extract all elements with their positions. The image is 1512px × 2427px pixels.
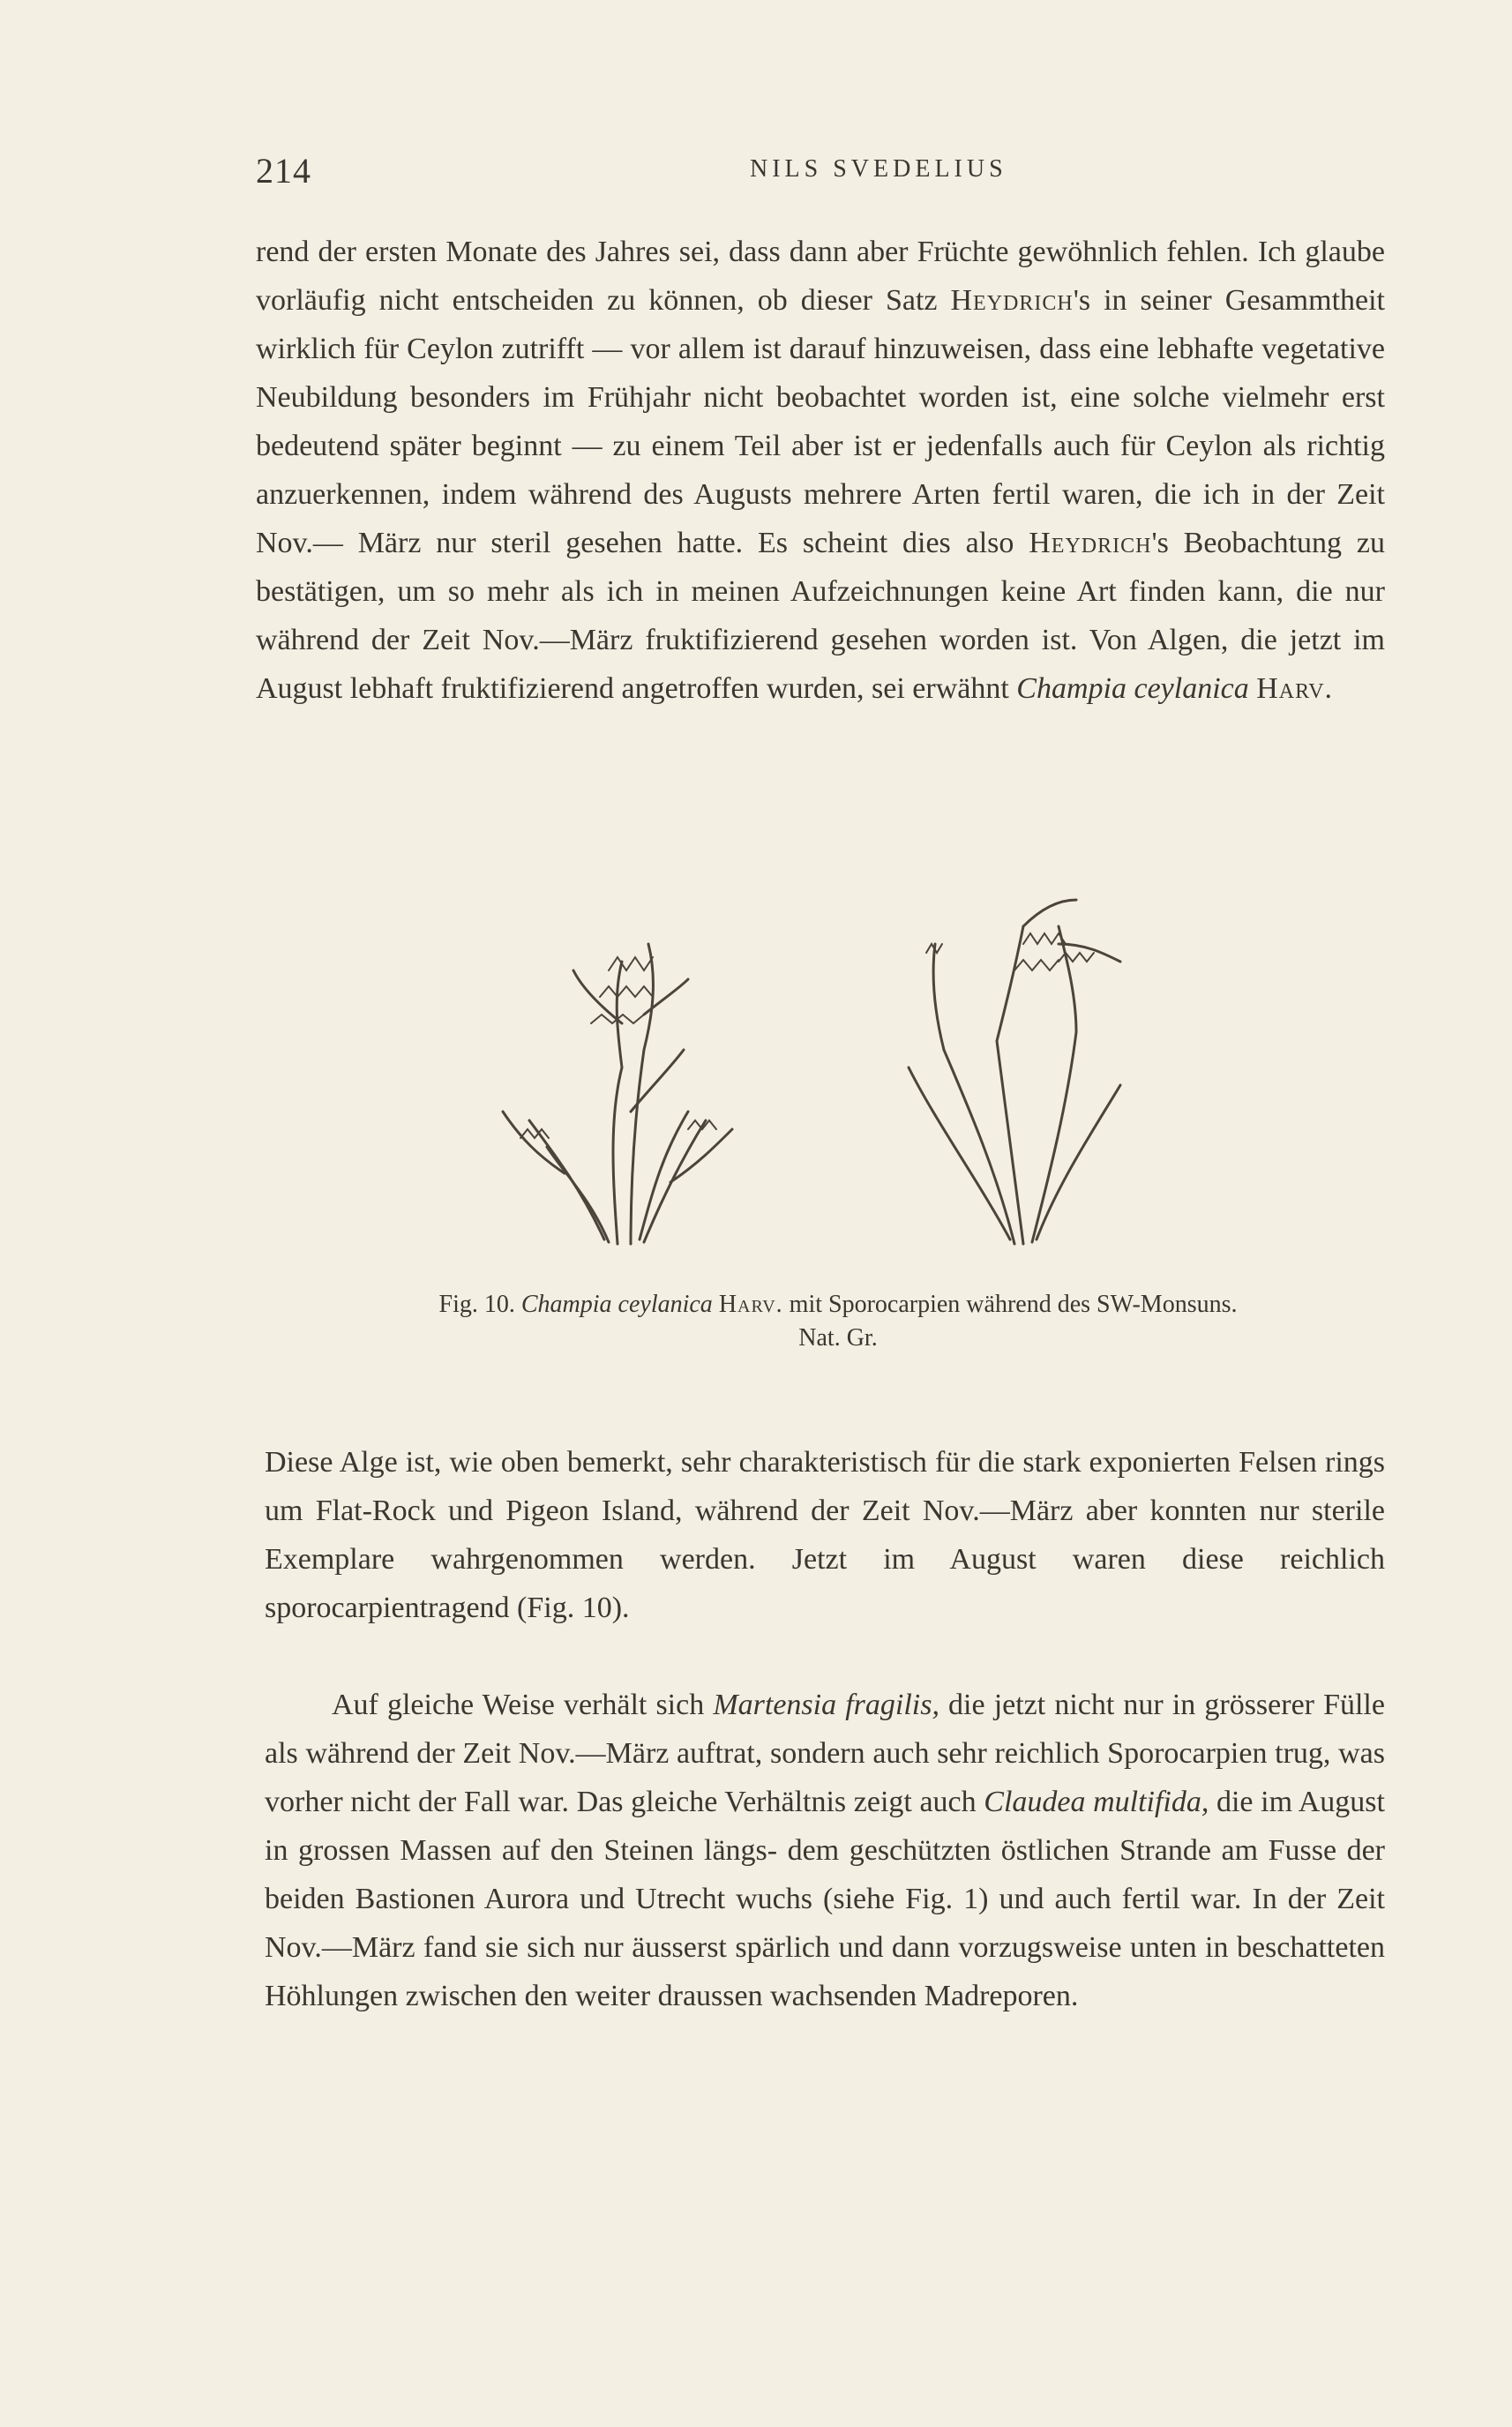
caption-scale: Nat. Gr.: [798, 1324, 878, 1352]
author-name-heydrich: Heydrich: [950, 284, 1074, 317]
para1-text-c: 's Beobachtung zu bestätigen, um so mehr als ich in meinen Aufzeichnungen keine Art finden kann, die nur während der Zeit Nov.—März fruktifizierend gesehen worden ist. Von Algen, die jetzt im August lebhaft fruktifizierend angetroffen wurden, sei erwähnt: [256, 527, 1385, 705]
para1-text-b: 's in seiner Gesammtheit wirklich für Ceylon zutrifft — vor allem ist darauf hinzuweisen, dass eine lebhafte vegetative Neubildung besonders im Frühjahr nicht beobachtet worden ist, eine solche vielmehr erst bedeutend später beginnt — zu einem Teil aber ist er jedenfalls auch für Ceylon als richtig anzuerkennen, indem während des Augusts mehrere Arten fertil waren, die ich in der Zeit Nov.— März nur steril gesehen hatte. Es scheint dies also: [256, 284, 1385, 559]
caption-species: Champia ceylanica: [520, 1291, 713, 1318]
para1-text-a: rend der ersten Monate des Jahres sei, dass dann aber Früchte gewöhnlich fehlen. Ich glaube vorläufig nicht entscheiden zu können, ob dieser Satz: [256, 236, 1385, 317]
figure-caption: [291, 1288, 1385, 1355]
species-claudea: Claudea multifida,: [984, 1786, 1209, 1818]
para3-text-b: die jetzt nicht nur in grösserer Fülle als während der Zeit Nov.—März auftrat, sondern auch sehr reichlich Sporocarpien trug, was vorher nicht der Fall war. Das gleiche Verhältnis zeigt auch: [265, 1689, 1385, 1818]
figure-10-illustration: [441, 891, 1217, 1262]
caption-fig-label: Fig. 10.: [438, 1291, 515, 1318]
left-specimen-drawing: [503, 944, 732, 1244]
paragraph-3: [265, 1681, 1385, 2122]
species-name: Champia ceylanica: [1016, 672, 1249, 705]
paragraph-2: Diese Alge ist, wie oben bemerkt, sehr charakteristisch für die stark exponierten Felsen rings um Flat-Rock und Pigeon Island, während der Zeit Nov.—März aber konnten nur sterile Exemplare wahrgenommen werden. Jetzt im August waren diese reichlich sporocarpientragend (Fig. 10).: [265, 1446, 1385, 1624]
author-name-heydrich-2: Heydrich: [1029, 527, 1152, 559]
running-head: NILS SVEDELIUS: [750, 155, 1007, 183]
page-number: 214: [256, 151, 311, 191]
para3-text-a: Auf gleiche Weise verhält sich: [332, 1689, 714, 1721]
caption-text: mit Sporocarpien während des SW-Monsuns.: [789, 1291, 1238, 1318]
right-specimen-drawing: [909, 900, 1120, 1244]
caption-author: Harv.: [718, 1291, 783, 1318]
species-author: Harv.: [1256, 672, 1334, 705]
species-martensia: Martensia fragilis,: [713, 1689, 939, 1721]
paragraph-1: [256, 228, 1385, 872]
algae-drawing: [441, 891, 1217, 1262]
page-header: [256, 150, 1385, 194]
para3-text-c: die im August in grossen Massen auf den Steinen längs- dem geschützten östlichen Strande am Fusse der beiden Bastionen Aurora und Utrecht wuchs (siehe Fig. 1) und auch fertil war. In der Zeit Nov.—März fand sie sich nur äusserst spärlich und dann vorzugsweise unten in beschatteten Höhlungen zwischen den weiter draussen wachsenden Madreporen.: [265, 1786, 1385, 2012]
